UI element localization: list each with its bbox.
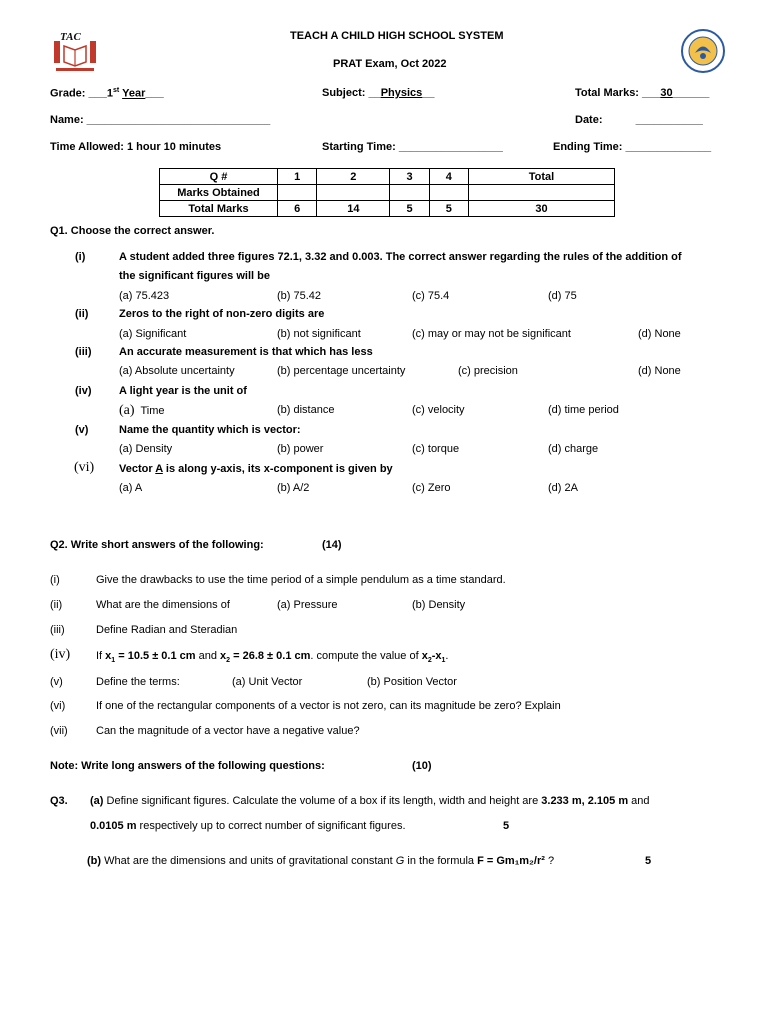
- table-cell: 30: [468, 201, 614, 217]
- question-text: A student added three figures 72.1, 3.32 and 0.003. The correct answer regarding the rules of the addition of: [119, 251, 682, 263]
- option-c[interactable]: (c) may or may not be significant: [412, 328, 571, 340]
- q2-marks: (14): [322, 539, 342, 551]
- table-cell[interactable]: [390, 185, 429, 201]
- grade-field: Grade: ___1st Year___: [50, 87, 164, 100]
- question-number: (ii): [50, 599, 63, 611]
- question-part: (a) Pressure: [277, 599, 338, 611]
- tac-logo: [52, 28, 98, 74]
- question-text: Name the quantity which is vector:: [119, 424, 301, 436]
- subject-field: Subject: __Physics__: [322, 87, 435, 99]
- question-number: (v): [50, 676, 63, 688]
- question-text: Define Radian and Steradian: [96, 624, 238, 636]
- question-text: Vector A is along y-axis, its x-component is given by: [119, 463, 393, 475]
- table-cell: 5: [429, 201, 468, 217]
- question-number: (iii): [75, 346, 92, 358]
- ending-time-field[interactable]: Ending Time: ______________: [553, 141, 712, 153]
- question-text: An accurate measurement is that which has less: [119, 346, 373, 358]
- table-cell[interactable]: [278, 185, 317, 201]
- option-c[interactable]: (c) velocity: [412, 404, 465, 416]
- table-cell[interactable]: [429, 185, 468, 201]
- option-b[interactable]: (b) distance: [277, 404, 335, 416]
- table-cell: Total Marks: [160, 201, 278, 217]
- marks-table: [159, 168, 615, 217]
- table-row: [160, 185, 615, 201]
- note-marks: (10): [412, 760, 432, 772]
- question-number: (vii): [50, 725, 68, 737]
- question-text: If one of the rectangular components of a vector is not zero, can its magnitude be zero? Explain: [96, 700, 561, 712]
- table-cell: 3: [390, 169, 429, 185]
- time-allowed: Time Allowed: 1 hour 10 minutes: [50, 141, 222, 153]
- q3-b-marks: 5: [645, 855, 652, 867]
- table-cell: 5: [390, 201, 429, 217]
- q3-part-a-line2: 0.0105 m respectively up to correct number of significant figures.: [90, 820, 406, 832]
- starting-time-field[interactable]: Starting Time: _________________: [322, 141, 503, 153]
- question-number: (vi): [50, 700, 66, 712]
- table-cell: 6: [278, 201, 317, 217]
- option-a[interactable]: (a) Density: [119, 443, 173, 455]
- question-number: (ii): [75, 308, 89, 320]
- option-d[interactable]: (d) None: [638, 328, 681, 340]
- table-cell[interactable]: [468, 185, 614, 201]
- question-text: If $x_1 = 10.5 \pm 0.1$ cm and $x_2 = 26.8 \pm 0.1$ cm. compute the value of $x_2-x_1$.: [96, 650, 449, 665]
- exam-title: PRAT Exam, Oct 2022: [333, 58, 447, 70]
- option-a[interactable]: (a) 75.423: [119, 290, 170, 302]
- question-number: (i): [50, 574, 60, 586]
- table-cell: 4: [429, 169, 468, 185]
- logo-lettering: TAC: [60, 31, 81, 43]
- option-c[interactable]: (c) torque: [412, 443, 460, 455]
- question-text: the significant figures will be: [119, 270, 270, 282]
- question-number: (i): [75, 251, 86, 263]
- question-number: (iv): [75, 385, 92, 397]
- question-number: (iv): [50, 647, 71, 662]
- option-a[interactable]: (a) Time: [119, 403, 165, 418]
- table-header-row: [160, 169, 615, 185]
- option-d[interactable]: (d) charge: [548, 443, 599, 455]
- q3-part-a: (a) Define significant figures. Calculate the volume of a box if its length, width and height are 3.233 m, 2.105 m and: [90, 795, 650, 807]
- option-a[interactable]: (a) Significant: [119, 328, 187, 340]
- option-a[interactable]: (a) Absolute uncertainty: [119, 365, 235, 377]
- option-b[interactable]: (b) A/2: [277, 482, 310, 494]
- option-c[interactable]: (c) 75.4: [412, 290, 450, 302]
- question-text: Can the magnitude of a vector have a negative value?: [96, 725, 360, 737]
- question-text: What are the dimensions of: [96, 599, 230, 611]
- note-text: Note: Write long answers of the following questions:: [50, 760, 325, 772]
- question-text: A light year is the unit of: [119, 385, 247, 397]
- helpcare-logo: [680, 28, 726, 74]
- option-a[interactable]: (a) A: [119, 482, 143, 494]
- question-part: (a) Unit Vector: [232, 676, 303, 688]
- question-text: Give the drawbacks to use the time period of a simple pendulum as a time standard.: [96, 574, 506, 586]
- option-c[interactable]: (c) precision: [458, 365, 518, 377]
- table-cell: Marks Obtained: [160, 185, 278, 201]
- table-cell[interactable]: [317, 185, 390, 201]
- option-b[interactable]: (b) not significant: [277, 328, 361, 340]
- q1-title: Q1. Choose the correct answer.: [50, 225, 215, 237]
- question-part: (b) Position Vector: [367, 676, 457, 688]
- table-cell: 2: [317, 169, 390, 185]
- question-number: (iii): [50, 624, 65, 636]
- option-d[interactable]: (d) time period: [548, 404, 619, 416]
- option-c[interactable]: (c) Zero: [412, 482, 451, 494]
- school-title: TEACH A CHILD HIGH SCHOOL SYSTEM: [290, 30, 504, 42]
- q3-number: Q3.: [50, 795, 68, 807]
- option-d[interactable]: (d) None: [638, 365, 681, 377]
- table-cell: Total: [468, 169, 614, 185]
- date-field[interactable]: Date: ___________: [575, 114, 703, 126]
- table-cell: Q #: [160, 169, 278, 185]
- option-d[interactable]: (d) 75: [548, 290, 577, 302]
- q2-title: Q2. Write short answers of the following:: [50, 539, 264, 551]
- q3-part-b: (b) What are the dimensions and units of gravitational constant G in the formula F = Gm₁m₂/r² ?: [87, 855, 555, 867]
- question-number: (vi): [74, 460, 95, 475]
- name-field[interactable]: Name: ______________________________: [50, 114, 271, 126]
- question-text: Zeros to the right of non-zero digits are: [119, 308, 325, 320]
- table-row: [160, 201, 615, 217]
- question-number: (v): [75, 424, 89, 436]
- question-part: (b) Density: [412, 599, 466, 611]
- option-b[interactable]: (b) percentage uncertainty: [277, 365, 406, 377]
- table-cell: 14: [317, 201, 390, 217]
- option-b[interactable]: (b) 75.42: [277, 290, 322, 302]
- table-cell: 1: [278, 169, 317, 185]
- q3-a-marks: 5: [503, 820, 510, 832]
- total-marks-field: Total Marks: ___30______: [575, 87, 710, 99]
- option-d[interactable]: (d) 2A: [548, 482, 578, 494]
- question-text: Define the terms:: [96, 676, 180, 688]
- option-b[interactable]: (b) power: [277, 443, 324, 455]
